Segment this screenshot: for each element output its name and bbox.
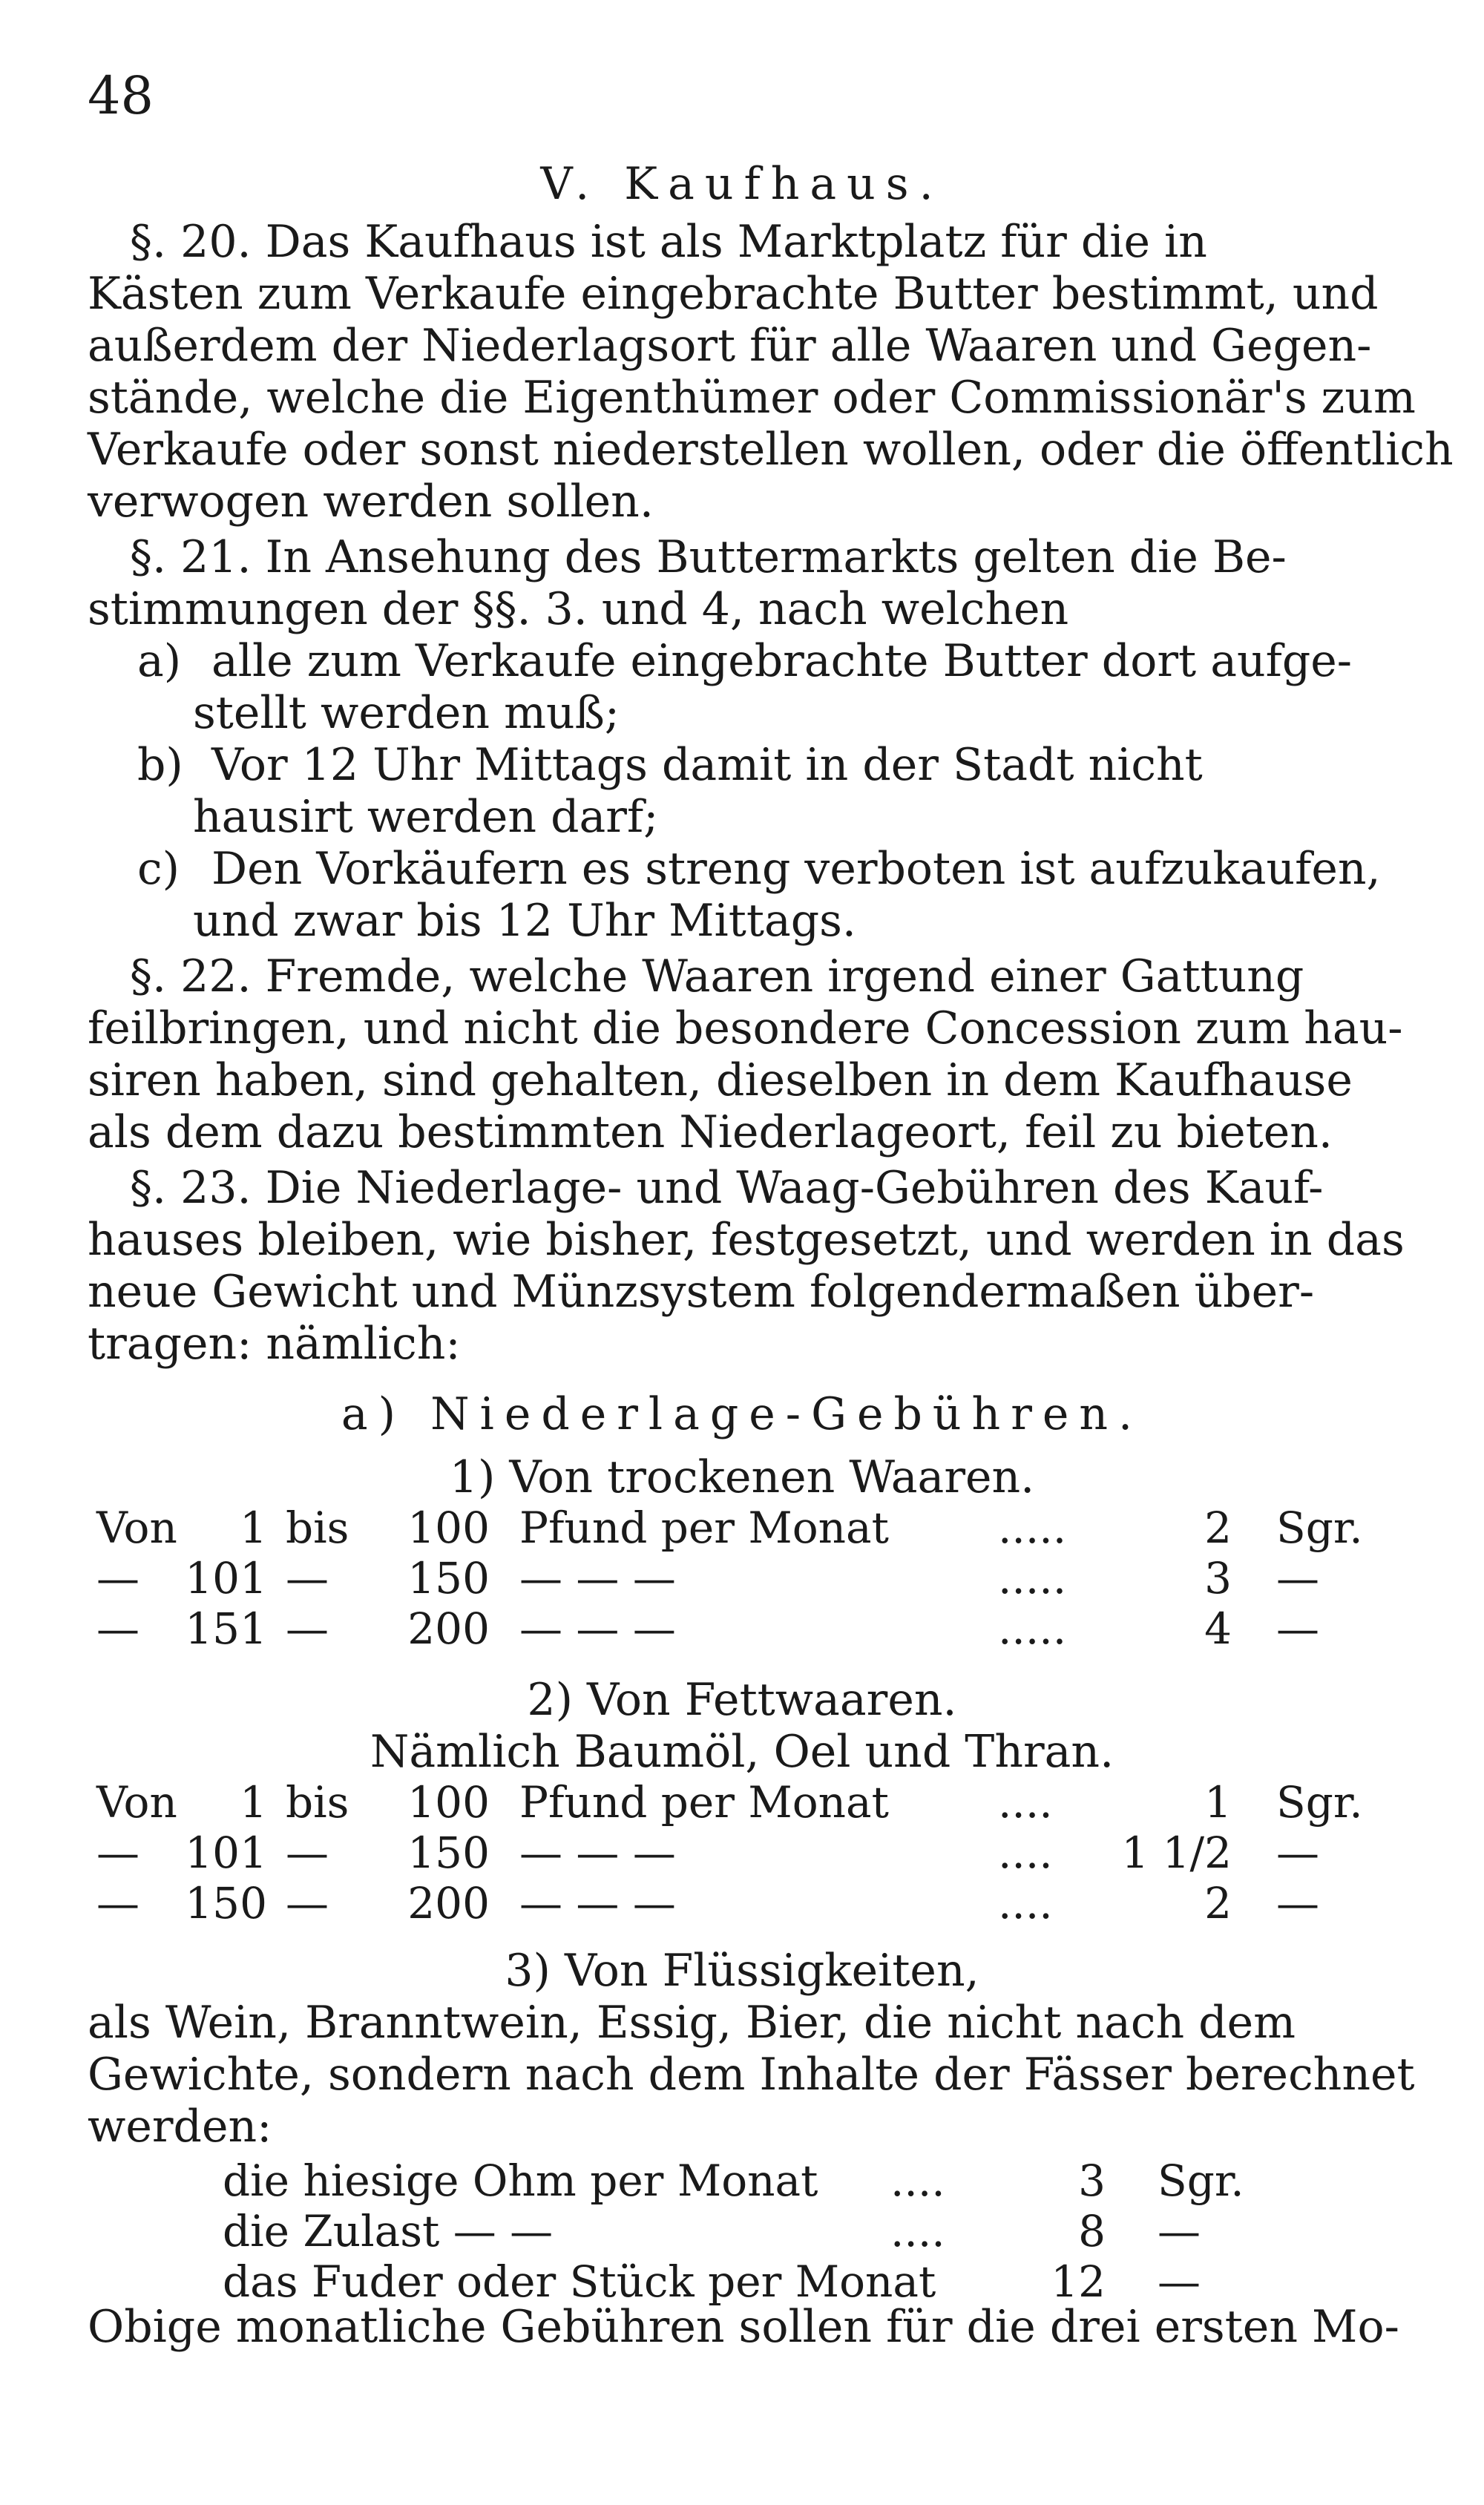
group-subheading: Nämlich Baumöl, Oel und Thran. [370,1726,1114,1778]
para-21-line: stimmungen der §§. 3. und 4, nach welchen [88,583,1069,635]
fee-cell: bis [286,1503,349,1553]
para-20-line: §. 20. Das Kaufhaus ist als Marktplatz für die in [130,216,1207,268]
group-text: Gewichte, sondern nach dem Inhalte der Fässer berechnet [88,2049,1415,2101]
para-20-line: Kästen zum Verkaufe eingebrachte Butter bestimmt, und [88,268,1379,320]
fee-cell: .... [890,2156,945,2206]
fee-cell: 1 1/2 [1121,1828,1232,1878]
fee-cell: die Zulast — — [223,2206,554,2256]
fee-cell: 101 [185,1828,267,1878]
fee-cell: 150 [407,1828,490,1878]
fee-cell: — — — [519,1828,676,1878]
closing-line: Obige monatliche Gebühren sollen für die drei ersten Mo- [88,2301,1399,2353]
fee-cell: — [96,1878,139,1928]
item-text: hausirt werden darf; [193,791,659,843]
fee-cell: ..... [998,1603,1067,1654]
item-label: b) [137,739,183,791]
fee-cell: — [286,1878,329,1928]
group-text: als Wein, Branntwein, Essig, Bier, die nicht nach dem [88,1997,1296,2049]
group-heading: 1) Von trockenen Waaren. [449,1451,1035,1503]
fee-row [0,1603,1484,1652]
fee-cell: 100 [407,1503,490,1553]
item-text: stellt werden muß; [193,687,620,739]
fee-cell: 4 [1204,1603,1232,1654]
group-heading: 2) Von Fettwaaren. [527,1674,957,1726]
fee-cell: — [1276,1828,1319,1878]
fee-cell: .... [998,1777,1053,1828]
fee-cell: Von [96,1503,177,1553]
para-21-line: §. 21. In Ansehung des Buttermarkts gelten die Be- [130,531,1287,583]
item-text: alle zum Verkaufe eingebrachte Butter dort aufge- [211,635,1353,687]
section-title: V. Kaufhaus. [540,158,944,210]
fee-cell: — [1276,1553,1319,1603]
fee-cell: Sgr. [1158,2156,1244,2206]
fee-cell: — [1158,2256,1201,2307]
fee-cell: .... [998,1878,1053,1928]
fee-cell: — [1158,2206,1201,2256]
fee-row [0,1553,1484,1602]
fee-cell: 3 [1078,2156,1106,2206]
fee-cell: die hiesige Ohm per Monat [223,2156,818,2206]
fee-row [0,1828,1484,1877]
fee-row [0,1878,1484,1927]
item-text: Den Vorkäufern es streng verboten ist aufzukaufen, [211,843,1381,895]
fee-cell: 3 [1204,1553,1232,1603]
fee-cell: 151 [185,1603,267,1654]
item-text: Vor 12 Uhr Mittags damit in der Stadt nicht [211,739,1203,791]
fee-cell: — [1276,1603,1319,1654]
fee-row [0,1503,1484,1552]
fee-cell: 200 [407,1603,490,1654]
fee-cell: — [286,1603,329,1654]
fee-cell: Pfund per Monat [519,1503,889,1553]
fee-cell: — [96,1603,139,1654]
fee-row [0,2256,1484,2305]
para-23-line: neue Gewicht und Münzsystem folgendermaßen über- [88,1266,1315,1318]
para-20-line: stände, welche die Eigenthümer oder Commissionär's zum [88,372,1416,424]
para-23-line: tragen: nämlich: [88,1318,461,1370]
fee-cell: das Fuder oder Stück per Monat [223,2256,936,2307]
para-23-line: hauses bleiben, wie bisher, festgesetzt, und werden in das [88,1214,1405,1266]
fee-cell: 2 [1204,1503,1232,1553]
fee-cell: .... [890,2206,945,2256]
fee-cell: ..... [998,1503,1067,1553]
fee-cell: — [96,1828,139,1878]
fee-cell: 101 [185,1553,267,1603]
fee-row [0,1777,1484,1826]
fee-cell: — [96,1553,139,1603]
fee-cell: 8 [1078,2206,1106,2256]
fee-cell: — [286,1828,329,1878]
fee-cell: 150 [185,1878,267,1928]
fee-cell: Sgr. [1276,1777,1363,1828]
fee-cell: — [1276,1878,1319,1928]
para-22-line: §. 22. Fremde, welche Waaren irgend einer Gattung [130,951,1304,1002]
para-20-line: Verkaufe oder sonst niederstellen wollen, oder die öffentlich [88,424,1454,476]
fee-row [0,2156,1484,2204]
fee-cell: — — — [519,1878,676,1928]
fee-cell: .... [998,1828,1053,1878]
para-22-line: feilbringen, und nicht die besondere Concession zum hau- [88,1002,1403,1054]
para-23-line: §. 23. Die Niederlage- und Waag-Gebühren des Kauf- [130,1162,1324,1214]
fee-cell: 100 [407,1777,490,1828]
fee-cell: 1 [240,1503,267,1553]
item-label: a) [137,635,182,687]
para-22-line: siren haben, sind gehalten, dieselben in dem Kaufhause [88,1054,1353,1106]
page-number: 48 [88,65,154,126]
fee-cell: — [286,1553,329,1603]
fee-cell: 1 [1204,1777,1232,1828]
fee-cell: 1 [240,1777,267,1828]
fee-cell: — — — [519,1553,676,1603]
fee-cell: bis [286,1777,349,1828]
para-20-line: außerdem der Niederlagsort für alle Waaren und Gegen- [88,320,1372,372]
fee-cell: Von [96,1777,177,1828]
item-text: und zwar bis 12 Uhr Mittags. [193,895,856,947]
para-22-line: als dem dazu bestimmten Niederlageort, feil zu bieten. [88,1106,1333,1158]
group-text: werden: [88,2101,272,2153]
fee-cell: 2 [1204,1878,1232,1928]
fee-row [0,2206,1484,2255]
fee-cell: 150 [407,1553,490,1603]
fee-cell: Sgr. [1276,1503,1363,1553]
group-heading: 3) Von Flüssigkeiten, [505,1945,979,1997]
fee-cell: ..... [998,1553,1067,1603]
para-20-line: verwogen werden sollen. [88,476,654,528]
item-label: c) [137,843,180,895]
fee-cell: 200 [407,1878,490,1928]
subsection-heading: a) Niederlage-Gebühren. [341,1388,1143,1440]
fee-cell: 12 [1051,2256,1106,2307]
fee-cell: — — — [519,1603,676,1654]
fee-cell: Pfund per Monat [519,1777,889,1828]
